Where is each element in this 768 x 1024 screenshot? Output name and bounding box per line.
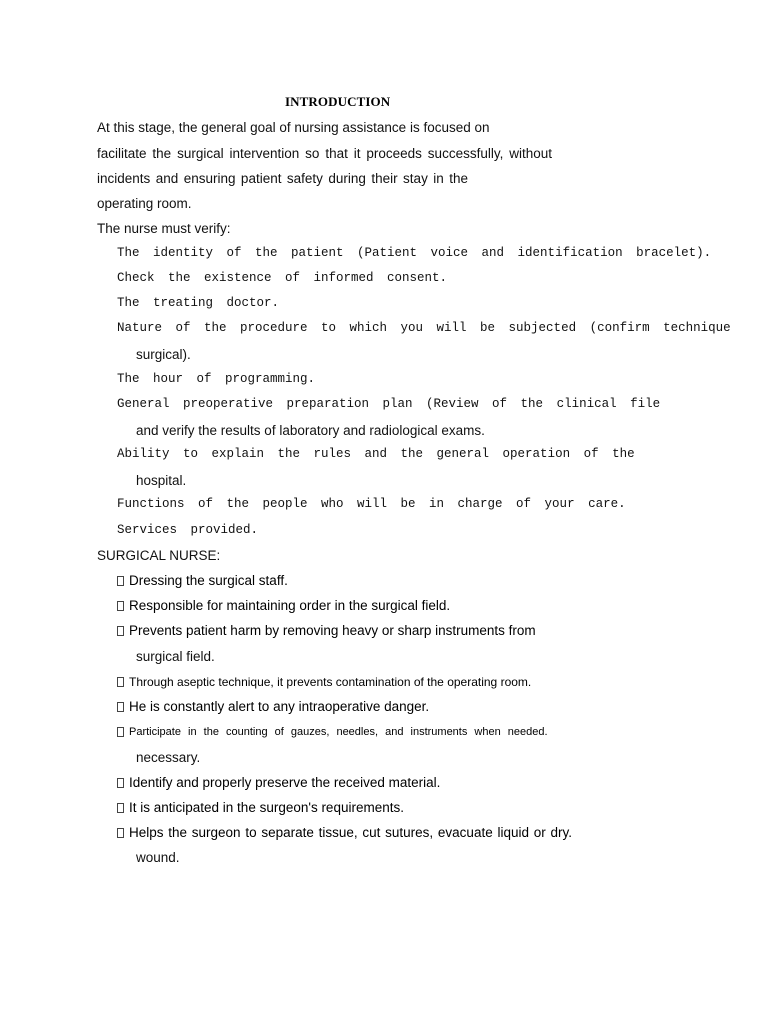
verify-item-6: General preoperative preparation plan (Review of the clinical file [117, 397, 661, 411]
surgical-item-text: Through aseptic technique, it prevents contamination of the operating room. [129, 675, 532, 689]
surgical-item [117, 800, 404, 815]
bullet-icon [117, 828, 124, 838]
surgical-item-cont: wound. [136, 850, 180, 865]
verify-item-3: The treating doctor. [117, 296, 280, 310]
surgical-item [117, 598, 450, 613]
verify-item-4-cont: surgical). [136, 347, 191, 362]
verify-item-2: Check the existence of informed consent. [117, 271, 448, 285]
surgical-item-text: It is anticipated in the surgeon's requirements. [129, 800, 404, 815]
bullet-icon [117, 778, 124, 788]
surgical-item-text: Prevents patient harm by removing heavy or sharp instruments from [129, 623, 536, 638]
surgical-heading: SURGICAL NURSE: [97, 548, 221, 563]
surgical-item-text: Helps the surgeon to separate tissue, cut sutures, evacuate liquid or dry. [129, 825, 572, 840]
surgical-item-text: He is constantly alert to any intraoperative danger. [129, 699, 430, 714]
surgical-item [117, 825, 572, 840]
surgical-item [117, 699, 429, 714]
verify-item-7-cont: hospital. [136, 473, 187, 488]
surgical-item-text: Responsible for maintaining order in the surgical field. [129, 598, 451, 613]
intro-line-2: facilitate the surgical intervention so that it proceeds successfully, without [97, 146, 552, 161]
verify-item-4: Nature of the procedure to which you will be subjected (confirm technique [117, 321, 731, 335]
bullet-icon [117, 803, 124, 813]
bullet-icon [117, 677, 124, 687]
intro-line-1: At this stage, the general goal of nursing assistance is focused on [97, 120, 490, 135]
bullet-icon [117, 601, 124, 611]
surgical-item [117, 675, 531, 689]
surgical-item [117, 573, 288, 588]
verify-item-8: Functions of the people who will be in charge of your care. [117, 497, 626, 511]
surgical-item-text: Identify and properly preserve the received material. [129, 775, 441, 790]
surgical-item [117, 726, 548, 738]
surgical-item [117, 623, 536, 638]
bullet-icon [117, 626, 124, 636]
verify-item-1: The identity of the patient (Patient voice and identification bracelet). [117, 246, 712, 260]
verify-item-6-cont: and verify the results of laboratory and radiological exams. [136, 423, 485, 438]
verify-item-5: The hour of programming. [117, 372, 316, 386]
bullet-icon [117, 576, 124, 586]
verify-item-9: Services provided. [117, 523, 259, 537]
verify-item-7: Ability to explain the rules and the general operation of the [117, 447, 635, 461]
surgical-item-text: Dressing the surgical staff. [129, 573, 288, 588]
surgical-item-cont: surgical field. [136, 649, 215, 664]
intro-line-4: operating room. [97, 196, 192, 211]
surgical-item-text: Participate in the counting of gauzes, needles, and instruments when needed. [129, 726, 548, 738]
verify-heading: The nurse must verify: [97, 221, 231, 236]
surgical-item-cont: necessary. [136, 750, 201, 765]
page-title: INTRODUCTION [285, 94, 391, 109]
bullet-icon [117, 727, 124, 737]
bullet-icon [117, 702, 124, 712]
surgical-item [117, 775, 440, 790]
intro-line-3: incidents and ensuring patient safety during their stay in the [97, 171, 468, 186]
